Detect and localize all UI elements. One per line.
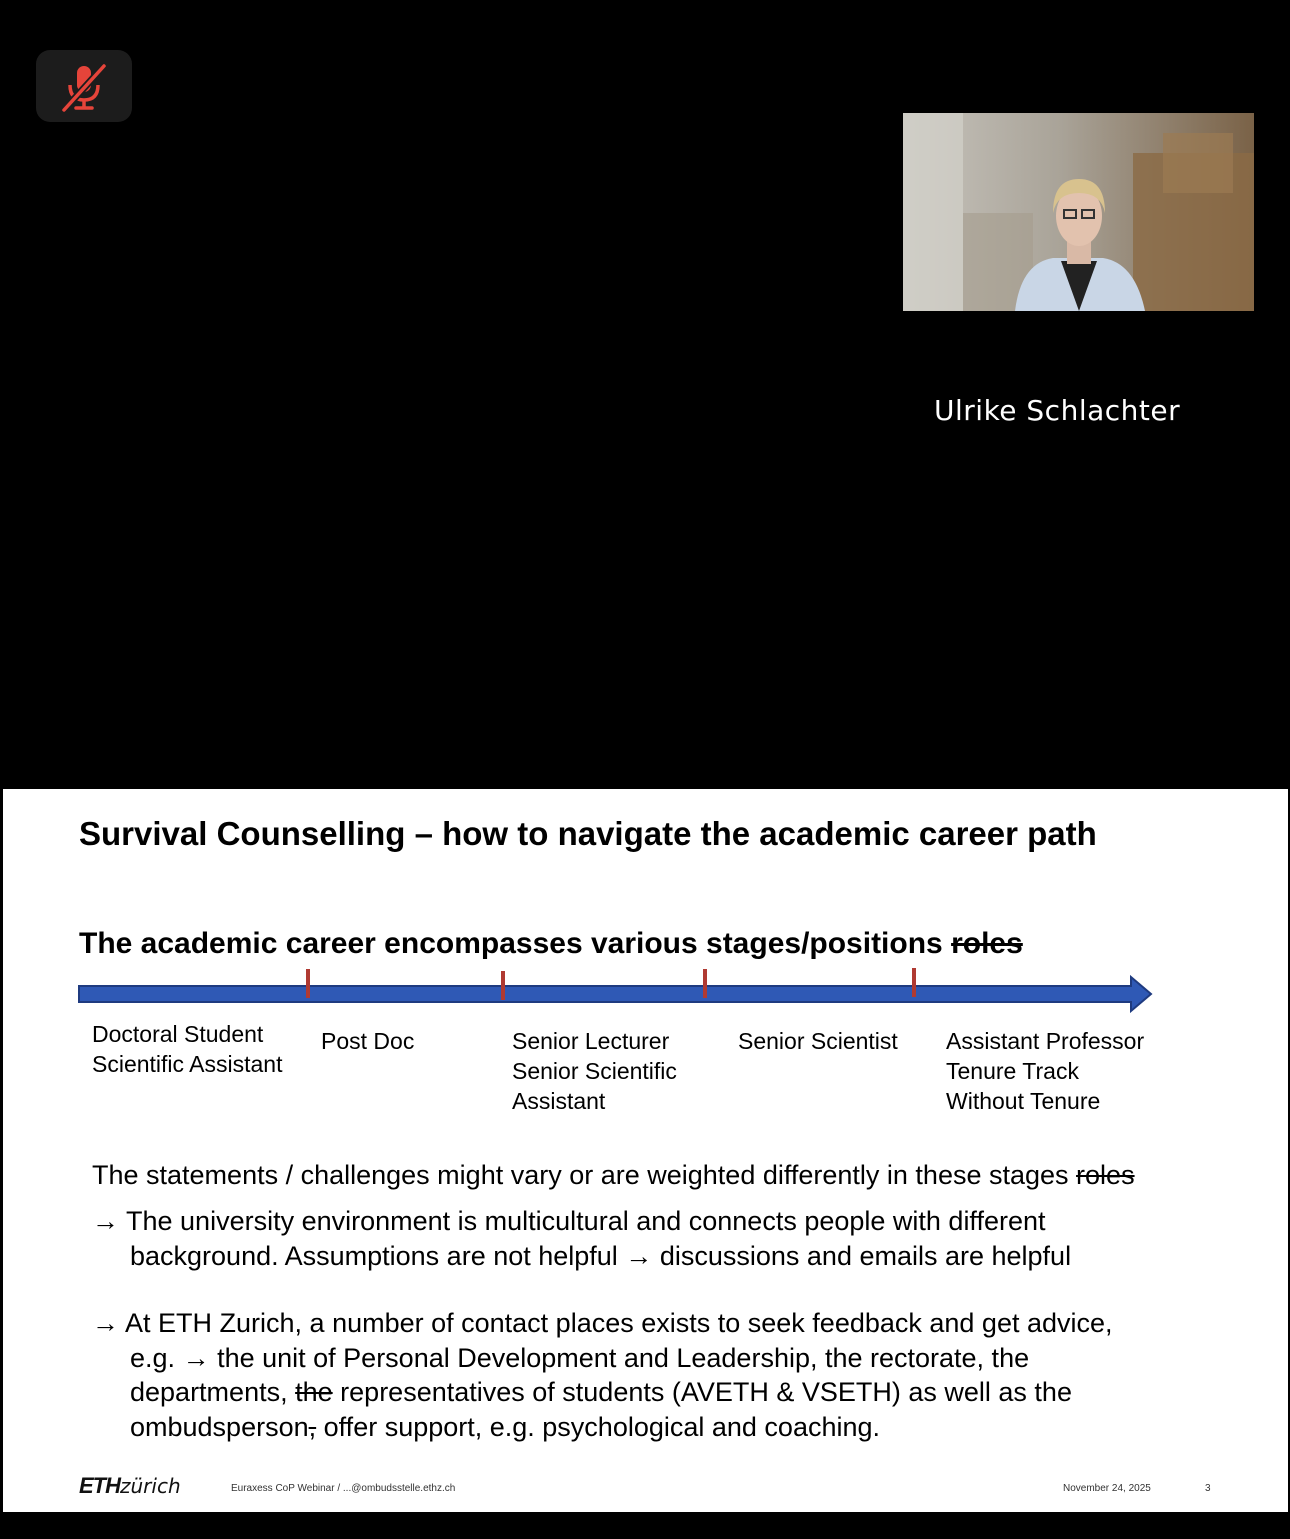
stage-label-senior-lecturer: Senior Lecturer Senior Scientific Assistant: [512, 1028, 677, 1114]
microphone-off-icon: [56, 58, 112, 114]
stage-label-assistant-professor: Assistant Professor Tenure Track Without Tenure: [946, 1028, 1145, 1114]
arrow-icon: →: [182, 1342, 210, 1373]
career-timeline: [3, 789, 1288, 1019]
participant-video-frame: [903, 113, 1254, 311]
arrow-icon: →: [92, 1308, 119, 1338]
mute-button[interactable]: [36, 50, 132, 122]
slide-title: Survival Counselling – how to navigate the academic career path: [79, 815, 1097, 852]
stage-label-doctoral: Doctoral Student Scientific Assistant: [92, 1021, 283, 1077]
timeline-tick-2: [501, 971, 505, 1000]
timeline-tick-1: [306, 969, 310, 998]
statement-line: The statements / challenges might vary or are weighted differently in these stages roles: [92, 1160, 1135, 1190]
shared-slide: [3, 789, 1288, 1512]
subheading-struck-word: roles: [951, 927, 1023, 960]
footer-date: November 24, 2025: [1063, 1483, 1151, 1494]
arrow-icon: →: [92, 1206, 119, 1236]
bullet-multicultural: → The university environment is multicultural and connects people with different background. Assumptions are not helpful → discussions and emails are helpful: [92, 1206, 1072, 1271]
timeline-tick-3: [703, 969, 707, 998]
timeline-arrow: [79, 977, 1151, 1011]
footer-event: Euraxess CoP Webinar / ...@ombudsstelle.ethz.ch: [231, 1483, 456, 1494]
subheading-text: The academic career encompasses various stages/positions: [79, 927, 943, 960]
participant-video-thumbnail[interactable]: [903, 113, 1254, 311]
timeline-tick-4: [912, 968, 916, 997]
eth-zurich-logo: ETHzürich: [79, 1473, 181, 1498]
bullet-contact-places: → At ETH Zurich, a number of contact places exists to seek feedback and get advice, e.g. → the unit of Personal Development and Leadership, the rectorate, the departments, the representatives of students (AVETH & VSETH) as well as the ombudsperson, offer support, e.g. psychological and coaching.: [92, 1308, 1113, 1442]
stage-label-postdoc: Post Doc: [321, 1028, 415, 1054]
footer-page-number: 3: [1205, 1483, 1211, 1494]
stage-label-senior-scientist: Senior Scientist: [738, 1028, 898, 1054]
participant-name-label: Ulrike Schlachter: [934, 394, 1181, 427]
arrow-icon: →: [625, 1240, 653, 1271]
